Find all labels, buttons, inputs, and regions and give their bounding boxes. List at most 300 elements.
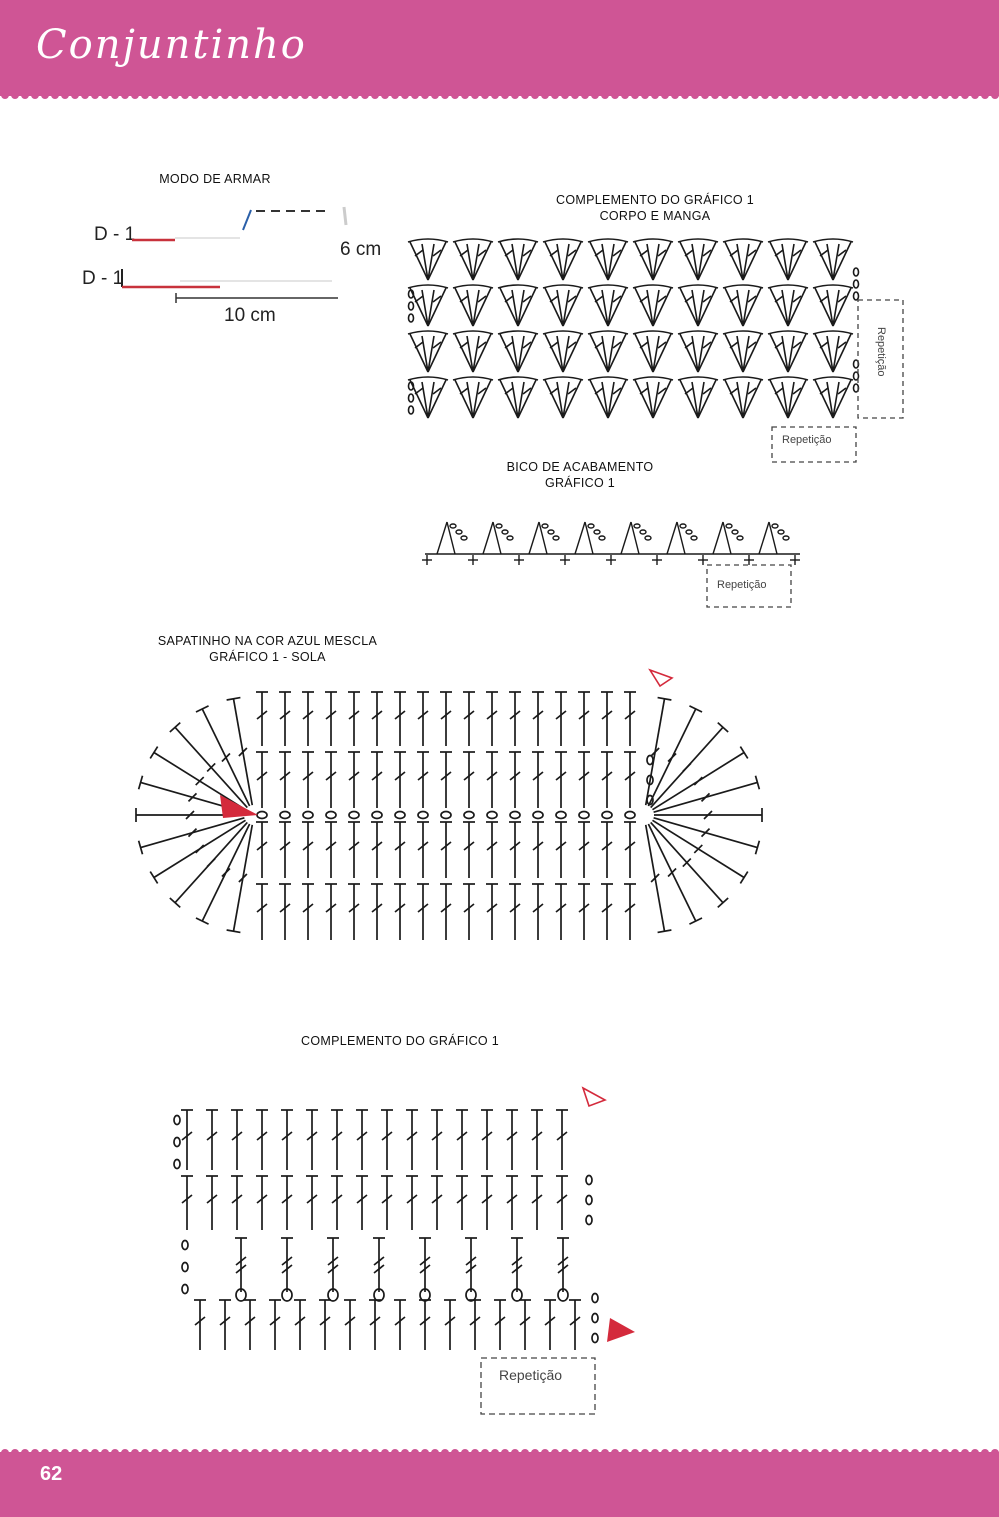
fan-stitch-icon <box>768 285 808 326</box>
scallop-dot <box>891 92 899 99</box>
chart-body-caption-line1: COMPLEMENTO DO GRÁFICO 1 <box>556 193 754 207</box>
treble-stitch-icon <box>509 884 521 940</box>
header-scallop-edge <box>0 92 999 102</box>
scallop-dot <box>251 92 259 99</box>
chain-stitch-icon <box>409 314 414 322</box>
scallop-dot <box>191 92 199 99</box>
treble-stitch-icon <box>469 1300 481 1350</box>
scallop-dot <box>561 92 569 99</box>
chart-body-caption <box>535 192 775 224</box>
radial-treble-icon <box>196 824 250 924</box>
fan-stitch-icon <box>543 239 583 280</box>
scallop-dot <box>41 92 49 99</box>
treble-stitch-icon <box>281 1110 293 1170</box>
foundation-chain-icon <box>510 812 520 819</box>
fan-stitch-icon <box>498 285 538 326</box>
treble-stitch-icon <box>325 884 337 940</box>
assembly-width-label: 10 cm <box>224 305 276 326</box>
scallop-dot <box>171 92 179 99</box>
scallop-dot <box>781 92 789 99</box>
scallop-dot <box>51 92 59 99</box>
foundation-chain-icon <box>395 812 405 819</box>
treble-stitch-icon <box>406 1110 418 1170</box>
fan-stitch-icon <box>498 377 538 418</box>
scallop-dot <box>991 92 999 99</box>
radial-treble-icon <box>196 706 250 806</box>
treble-stitch-icon <box>463 822 475 878</box>
treble-stitch-icon <box>244 1300 256 1350</box>
picot-group-icon <box>759 522 789 554</box>
treble-stitch-icon <box>235 1238 247 1292</box>
scallop-dot <box>341 92 349 99</box>
treble-stitch-icon <box>348 752 360 808</box>
scallop-dot <box>691 92 699 99</box>
scallop-dot <box>981 92 989 99</box>
fan-stitch-icon <box>723 377 763 418</box>
treble-stitch-icon <box>406 1176 418 1230</box>
treble-stitch-icon <box>417 822 429 878</box>
fan-stitch-icon <box>453 377 493 418</box>
fan-stitch-icon <box>453 331 493 372</box>
treble-stitch-icon <box>431 1110 443 1170</box>
foundation-chain-icon <box>326 812 336 819</box>
treble-stitch-icon <box>532 884 544 940</box>
chart-complement-caption: COMPLEMENTO DO GRÁFICO 1 <box>301 1034 499 1048</box>
fan-stitch-icon <box>813 331 853 372</box>
treble-stitch-icon <box>440 822 452 878</box>
scallop-dot <box>431 92 439 99</box>
treble-stitch-icon <box>555 692 567 746</box>
treble-stitch-icon <box>371 752 383 808</box>
scallop-dot <box>231 92 239 99</box>
treble-stitch-icon <box>486 692 498 746</box>
fan-stitch-icon <box>813 377 853 418</box>
fan-stitch-icon <box>453 285 493 326</box>
treble-stitch-icon <box>302 692 314 746</box>
scallop-dot <box>31 92 39 99</box>
treble-stitch-icon <box>463 752 475 808</box>
scallop-dot <box>731 92 739 99</box>
chart-sole-caption-line2: GRÁFICO 1 - SOLA <box>209 650 326 664</box>
scallop-dot <box>221 92 229 99</box>
fan-stitch-icon <box>723 239 763 280</box>
treble-stitch-icon <box>331 1110 343 1170</box>
scallop-dot <box>181 92 189 99</box>
scallop-dot <box>521 92 529 99</box>
treble-stitch-icon <box>319 1300 331 1350</box>
scallop-dot <box>671 92 679 99</box>
scallop-dot <box>601 92 609 99</box>
fan-stitch-icon <box>723 285 763 326</box>
chain-stitch-icon <box>409 302 414 310</box>
scallop-dot <box>281 92 289 99</box>
foundation-chain-icon <box>556 812 566 819</box>
repeat-label-right: Repetição <box>875 327 887 377</box>
treble-stitch-icon <box>531 1110 543 1170</box>
treble-stitch-icon <box>206 1176 218 1230</box>
treble-stitch-icon <box>279 752 291 808</box>
scallop-dot <box>151 92 159 99</box>
treble-stitch-icon <box>231 1110 243 1170</box>
fan-stitch-icon <box>588 239 628 280</box>
picot-group-icon <box>483 522 513 554</box>
chain-stitch-icon <box>854 280 859 288</box>
scallop-dot <box>701 92 709 99</box>
assembly-blue-line <box>243 210 251 230</box>
scallop-dot <box>351 92 359 99</box>
treble-stitch-icon <box>556 1110 568 1170</box>
treble-stitch-icon <box>327 1238 339 1292</box>
scallop-dot <box>901 92 909 99</box>
fan-stitch-icon <box>498 239 538 280</box>
treble-stitch-icon <box>419 1300 431 1350</box>
treble-stitch-icon <box>419 1238 431 1292</box>
chain-stitch-icon <box>182 1263 188 1272</box>
scallop-dot <box>871 92 879 99</box>
chain-stitch-icon <box>174 1116 180 1125</box>
radial-treble-icon <box>139 818 245 854</box>
scallop-dot <box>931 92 939 99</box>
body-sleeve-chart <box>400 232 920 472</box>
treble-stitch-icon <box>532 692 544 746</box>
scallop-dot <box>131 92 139 99</box>
scallop-dot <box>491 92 499 99</box>
treble-stitch-icon <box>506 1176 518 1230</box>
scallop-dot <box>361 92 369 99</box>
treble-stitch-icon <box>294 1300 306 1350</box>
fan-stitch-icon <box>813 239 853 280</box>
radial-treble-icon <box>654 776 760 812</box>
foundation-chain-icon <box>418 812 428 819</box>
scallop-dot <box>881 92 889 99</box>
scallop-dot <box>291 92 299 99</box>
treble-stitch-icon <box>394 752 406 808</box>
scallop-dot <box>1 92 9 99</box>
fan-stitch-icon <box>498 331 538 372</box>
treble-stitch-icon <box>431 1176 443 1230</box>
treble-stitch-icon <box>281 1176 293 1230</box>
sole-end-marker-icon <box>650 670 672 686</box>
radial-treble-icon <box>150 820 245 883</box>
treble-stitch-icon <box>325 822 337 878</box>
fan-stitch-icon <box>543 331 583 372</box>
scallop-dot <box>791 92 799 99</box>
scallop-dot <box>391 92 399 99</box>
scallop-dot <box>851 92 859 99</box>
treble-stitch-icon <box>381 1176 393 1230</box>
fan-stitch-icon <box>453 239 493 280</box>
scallop-dot <box>961 92 969 99</box>
scallop-dot <box>501 92 509 99</box>
scallop-dot <box>211 92 219 99</box>
chain-stitch-icon <box>409 406 414 414</box>
treble-stitch-icon <box>555 752 567 808</box>
scallop-dot <box>771 92 779 99</box>
chart-body-caption-line2: CORPO E MANGA <box>599 209 711 223</box>
treble-stitch-icon <box>569 1300 581 1350</box>
treble-stitch-icon <box>356 1110 368 1170</box>
scallop-dot <box>571 92 579 99</box>
scallop-dot <box>21 92 29 99</box>
chain-stitch-icon <box>586 1216 592 1225</box>
fan-stitch-icon <box>678 377 718 418</box>
chain-stitch-icon <box>586 1176 592 1185</box>
scallop-dot <box>651 92 659 99</box>
scallop-dot <box>331 92 339 99</box>
fan-stitch-icon <box>678 239 718 280</box>
treble-stitch-icon <box>371 692 383 746</box>
page-title: Conjuntinho <box>36 22 307 68</box>
treble-stitch-icon <box>601 692 613 746</box>
treble-stitch-icon <box>181 1176 193 1230</box>
fan-stitch-icon <box>588 285 628 326</box>
picot-group-icon <box>529 522 559 554</box>
scallop-dot <box>861 92 869 99</box>
scallop-dot <box>271 92 279 99</box>
treble-stitch-icon <box>486 822 498 878</box>
treble-stitch-icon <box>624 692 636 746</box>
treble-stitch-icon <box>601 752 613 808</box>
treble-stitch-icon <box>206 1110 218 1170</box>
treble-stitch-icon <box>519 1300 531 1350</box>
scallop-dot <box>551 92 559 99</box>
radial-treble-icon <box>654 808 762 822</box>
fan-stitch-icon <box>678 331 718 372</box>
treble-stitch-icon <box>394 822 406 878</box>
complement-repeat-label: Repetição <box>499 1367 563 1383</box>
treble-stitch-icon <box>344 1300 356 1350</box>
scallop-dot <box>811 92 819 99</box>
edge-chart <box>415 510 815 610</box>
page-number: 62 <box>40 1463 63 1485</box>
treble-stitch-icon <box>601 822 613 878</box>
scallop-dot <box>481 92 489 99</box>
treble-stitch-icon <box>256 752 268 808</box>
scallop-dot <box>641 92 649 99</box>
treble-stitch-icon <box>279 692 291 746</box>
foundation-chain-icon <box>533 812 543 819</box>
scallop-dot <box>71 92 79 99</box>
treble-stitch-icon <box>306 1176 318 1230</box>
treble-stitch-icon <box>481 1176 493 1230</box>
fan-stitch-icon <box>543 285 583 326</box>
treble-stitch-icon <box>371 822 383 878</box>
scallop-dot <box>61 92 69 99</box>
treble-stitch-icon <box>509 822 521 878</box>
scallop-dot <box>661 92 669 99</box>
scallop-dot <box>461 92 469 99</box>
foundation-chain-icon <box>579 812 589 819</box>
scallop-dot <box>581 92 589 99</box>
treble-stitch-icon <box>279 884 291 940</box>
picot-group-icon <box>575 522 605 554</box>
chain-stitch-icon <box>586 1196 592 1205</box>
treble-stitch-icon <box>509 692 521 746</box>
treble-stitch-icon <box>463 884 475 940</box>
treble-stitch-icon <box>440 884 452 940</box>
scallop-dot <box>11 92 19 99</box>
treble-stitch-icon <box>256 1176 268 1230</box>
treble-stitch-icon <box>371 884 383 940</box>
treble-stitch-icon <box>624 822 636 878</box>
treble-stitch-icon <box>394 692 406 746</box>
treble-stitch-icon <box>194 1300 206 1350</box>
treble-stitch-icon <box>369 1300 381 1350</box>
assembly-diagram <box>70 195 382 330</box>
treble-stitch-icon <box>578 884 590 940</box>
fan-stitch-icon <box>633 377 673 418</box>
treble-stitch-icon <box>331 1176 343 1230</box>
scallop-dot <box>591 92 599 99</box>
complement-chart <box>165 1080 645 1425</box>
scallop-dot <box>441 92 449 99</box>
fan-stitch-icon <box>723 331 763 372</box>
assembly-label-d1-bottom: D - 1 <box>82 268 124 289</box>
assembly-label-d1-top: D - 1 <box>94 224 136 245</box>
chain-stitch-icon <box>174 1160 180 1169</box>
treble-stitch-icon <box>509 752 521 808</box>
fan-stitch-icon <box>633 285 673 326</box>
scallop-dot <box>801 92 809 99</box>
treble-stitch-icon <box>531 1176 543 1230</box>
foundation-chain-icon <box>602 812 612 819</box>
treble-stitch-icon <box>557 1238 569 1292</box>
scallop-dot <box>741 92 749 99</box>
scallop-dot <box>841 92 849 99</box>
treble-stitch-icon <box>256 884 268 940</box>
scallop-dot <box>261 92 269 99</box>
chain-stitch-icon <box>174 1138 180 1147</box>
treble-stitch-icon <box>624 884 636 940</box>
repeat-label-bottom: Repetição <box>782 434 832 446</box>
fan-stitch-icon <box>588 331 628 372</box>
scallop-dot <box>611 92 619 99</box>
treble-stitch-icon <box>555 884 567 940</box>
scallop-dot <box>301 92 309 99</box>
foundation-chain-icon <box>372 812 382 819</box>
assembly-caption: MODO DE ARMAR <box>159 172 271 186</box>
treble-stitch-icon <box>302 752 314 808</box>
scallop-dot <box>761 92 769 99</box>
fan-stitch-icon <box>768 331 808 372</box>
foundation-chain-icon <box>257 812 267 819</box>
scallop-dot <box>831 92 839 99</box>
fan-stitch-icon <box>768 377 808 418</box>
treble-stitch-icon <box>394 1300 406 1350</box>
treble-stitch-icon <box>348 692 360 746</box>
radial-treble-icon <box>648 706 702 806</box>
treble-stitch-icon <box>325 692 337 746</box>
treble-stitch-icon <box>269 1300 281 1350</box>
treble-stitch-icon <box>256 822 268 878</box>
fan-stitch-icon <box>588 377 628 418</box>
chain-stitch-icon <box>182 1241 188 1250</box>
scallop-dot <box>541 92 549 99</box>
treble-stitch-icon <box>481 1110 493 1170</box>
treble-stitch-icon <box>348 822 360 878</box>
scallop-dot <box>941 92 949 99</box>
treble-stitch-icon <box>544 1300 556 1350</box>
treble-stitch-icon <box>356 1176 368 1230</box>
scallop-dot <box>421 92 429 99</box>
treble-stitch-icon <box>306 1110 318 1170</box>
treble-stitch-icon <box>556 1176 568 1230</box>
chain-stitch-icon <box>409 394 414 402</box>
scallop-dot <box>321 92 329 99</box>
picot-group-icon <box>667 522 697 554</box>
scallop-dot <box>121 92 129 99</box>
treble-stitch-icon <box>578 692 590 746</box>
treble-stitch-icon <box>181 1110 193 1170</box>
scallop-dot <box>111 92 119 99</box>
treble-stitch-icon <box>417 692 429 746</box>
treble-stitch-icon <box>302 822 314 878</box>
foundation-chain-icon <box>464 812 474 819</box>
foundation-chain-icon <box>303 812 313 819</box>
scallop-dot <box>201 92 209 99</box>
chart-sole-caption-line1: SAPATINHO NA COR AZUL MESCLA <box>157 634 378 648</box>
treble-stitch-icon <box>578 752 590 808</box>
sole-chart <box>130 660 780 960</box>
treble-stitch-icon <box>417 752 429 808</box>
picot-group-icon <box>713 522 743 554</box>
treble-stitch-icon <box>444 1300 456 1350</box>
scallop-dot <box>911 92 919 99</box>
treble-stitch-icon <box>532 822 544 878</box>
scallop-dot <box>381 92 389 99</box>
scallop-dot <box>711 92 719 99</box>
scallop-dot <box>531 92 539 99</box>
scallop-dot <box>401 92 409 99</box>
scallop-dot <box>511 92 519 99</box>
scallop-dot <box>681 92 689 99</box>
assembly-height-label: 6 cm <box>340 239 382 260</box>
treble-stitch-icon <box>624 752 636 808</box>
scallop-dot <box>951 92 959 99</box>
treble-stitch-icon <box>555 822 567 878</box>
scallop-dot <box>631 92 639 99</box>
scallop-dot <box>411 92 419 99</box>
fan-stitch-icon <box>633 331 673 372</box>
scallop-dot <box>101 92 109 99</box>
foundation-chain-icon <box>625 812 635 819</box>
treble-stitch-icon <box>578 822 590 878</box>
treble-stitch-icon <box>381 1110 393 1170</box>
fan-stitch-icon <box>678 285 718 326</box>
foundation-chain-icon <box>280 812 290 819</box>
scallop-dot <box>371 92 379 99</box>
treble-stitch-icon <box>486 752 498 808</box>
chain-stitch-icon <box>647 756 653 765</box>
scallop-dot <box>821 92 829 99</box>
treble-stitch-icon <box>440 752 452 808</box>
scallop-dot <box>311 92 319 99</box>
chain-stitch-icon <box>854 268 859 276</box>
treble-stitch-icon <box>511 1238 523 1292</box>
chart-edge-caption <box>480 459 680 491</box>
radial-treble-icon <box>150 747 245 810</box>
treble-stitch-icon <box>494 1300 506 1350</box>
chain-stitch-icon <box>592 1314 598 1323</box>
picot-group-icon <box>621 522 651 554</box>
scallop-dot <box>141 92 149 99</box>
fan-stitch-icon <box>768 239 808 280</box>
treble-stitch-icon <box>440 692 452 746</box>
treble-stitch-icon <box>256 692 268 746</box>
radial-treble-icon <box>652 820 747 883</box>
page-footer <box>0 1452 999 1517</box>
edge-repeat-label: Repetição <box>717 579 767 591</box>
